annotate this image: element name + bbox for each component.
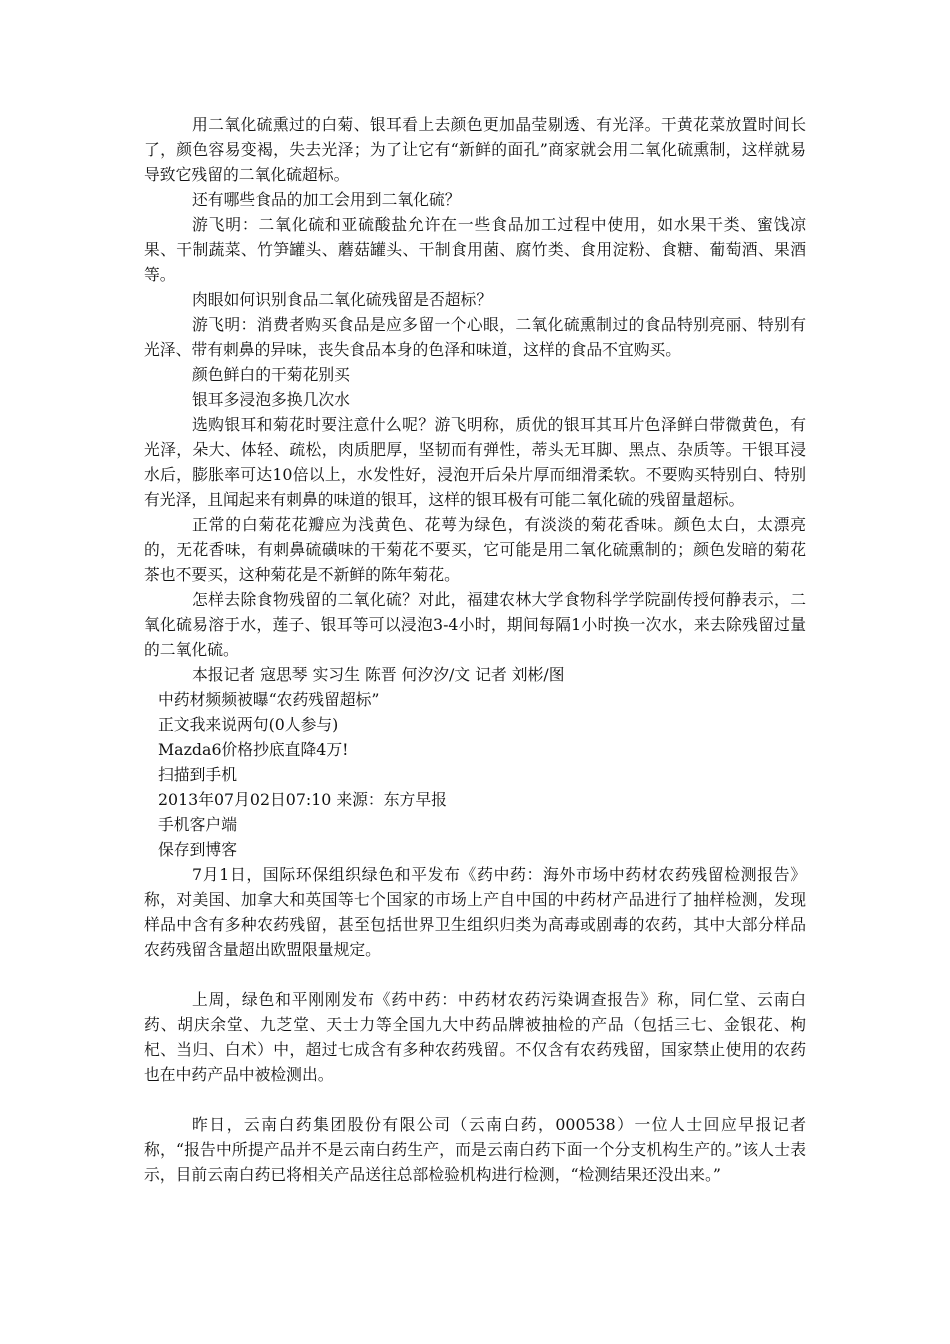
- subheading-chrysanthemum: 颜色鲜白的干菊花别买: [192, 365, 350, 384]
- paragraph-greenpeace-report: 7月1日，国际环保组织绿色和平发布《药中药：海外市场中药材农药残留检测报告》称，对美国、加拿大和英国等七个国家的市场上产自中国的中药材产品进行了抽样检测，发现样品中含有多种农药残留，甚至包括世界卫生组织归类为高毒或剧毒的农药，其中大部分样品农药残留含量超出欧盟限量规定。: [144, 865, 806, 959]
- paragraph-gap: [144, 1087, 806, 1112]
- paragraph-chrysanthemum: 正常的白菊花花瓣应为浅黄色、花萼为绿色，有淡淡的菊花香味。颜色太白，太漂亮的，无花香味，有刺鼻硫磺味的干菊花不要买，它可能是用二氧化硫熏制的；颜色发暗的菊花茶也不要买，这种菊花是不新鲜的陈年菊花。: [144, 515, 806, 584]
- paragraph-remove-sulfur: 怎样去除食物残留的二氧化硫？对此，福建农林大学食物科学学院副传授何静表示，二氧化硫易溶于水，莲子、银耳等可以浸泡3-4小时，期间每隔1小时换一次水，来去除残留过量的二氧化硫。: [144, 590, 806, 659]
- paragraph-brands-tested: 上周，绿色和平刚刚发布《药中药：中药材农药污染调查报告》称，同仁堂、云南白药、胡庆余堂、九芝堂、天士力等全国九大中药品牌被抽检的产品（包括三七、金银花、枸杞、当归、白术）中，超过七成含有多种农药残留。不仅含有农药残留，国家禁止使用的农药也在中药产品中被检测出。: [144, 990, 806, 1084]
- scan-to-phone-link[interactable]: 扫描到手机: [158, 765, 237, 784]
- question-foods: 还有哪些食品的加工会用到二氧化硫？: [192, 190, 461, 209]
- ad-link[interactable]: Mazda6价格抄底直降4万!: [158, 740, 349, 759]
- paragraph-gap: [144, 962, 806, 987]
- paragraph-sulfur-fumigation: 用二氧化硫熏过的白菊、银耳看上去颜色更加晶莹剔透、有光泽。干黄花菜放置时间长了，颜色容易变褐，失去光泽；为了让它有“新鲜的面孔”商家就会用二氧化硫熏制，这样就易导致它残留的二氧化硫超标。: [144, 115, 806, 184]
- mobile-client-link[interactable]: 手机客户端: [158, 815, 237, 834]
- date-source: 2013年07月02日07:10 来源：东方早报: [158, 790, 447, 809]
- comment-link[interactable]: 正文我来说两句(0人参与): [158, 715, 339, 734]
- byline: 本报记者 寇思琴 实习生 陈晋 何汐汐/文 记者 刘彬/图: [192, 665, 565, 684]
- paragraph-yunnan-baiyao: 昨日，云南白药集团股份有限公司（云南白药，000538）一位人士回应早报记者称，“报告中所提产品并不是云南白药生产，而是云南白药下面一个分支机构生产的。”该人士表示，目前云南白药已将相关产品送往总部检验机构进行检测，“检测结果还没出来。”: [144, 1115, 806, 1184]
- article-title: 中药材频频被曝“农药残留超标”: [158, 690, 380, 709]
- answer-identify: 游飞明：消费者购买食品是应多留一个心眼，二氧化硫熏制过的食品特别亮丽、特别有光泽、带有刺鼻的异味，丧失食品本身的色泽和味道，这样的食品不宜购买。: [144, 315, 806, 359]
- subheading-tremella: 银耳多浸泡多换几次水: [192, 390, 350, 409]
- answer-foods: 游飞明：二氧化硫和亚硫酸盐允许在一些食品加工过程中使用，如水果干类、蜜饯凉果、干制蔬菜、竹笋罐头、蘑菇罐头、干制食用菌、腐竹类、食用淀粉、食糖、葡萄酒、果酒等。: [144, 215, 806, 284]
- save-to-blog-link[interactable]: 保存到博客: [158, 840, 237, 859]
- question-identify: 肉眼如何识别食品二氧化硫残留是否超标？: [192, 290, 493, 309]
- paragraph-buying-tremella: 选购银耳和菊花时要注意什么呢？游飞明称，质优的银耳其耳片色泽鲜白带微黄色，有光泽，朵大、体轻、疏松，肉质肥厚，坚韧而有弹性，蒂头无耳脚、黑点、杂质等。干银耳浸水后，膨胀率可达10倍以上，水发性好，浸泡开后朵片厚而细滑柔软。不要购买特别白、特别有光泽，且闻起来有刺鼻的味道的银耳，这样的银耳极有可能二氧化硫的残留量超标。: [144, 415, 806, 509]
